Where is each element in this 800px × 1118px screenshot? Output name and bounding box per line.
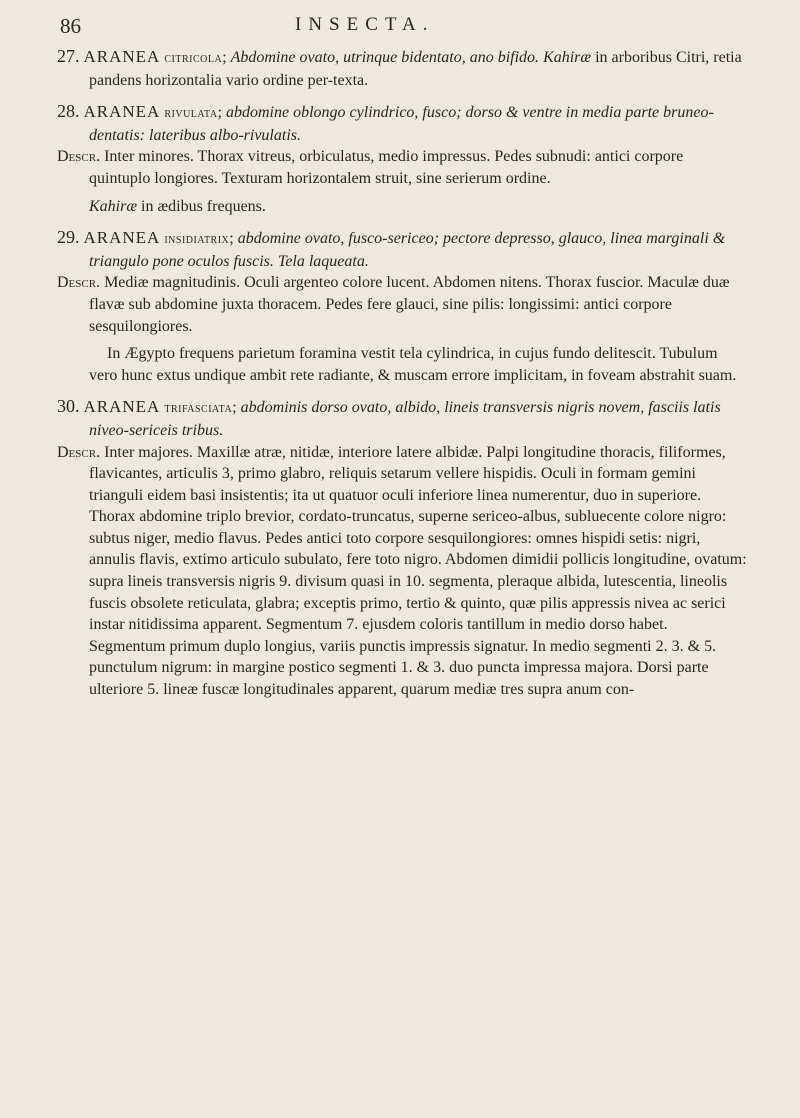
entry-heading: 30. ARANEA trifasciata; abdominis dorso ovato, albido, lineis transversis nigris novem, fasciis latis niveo-sericeis tribus.	[57, 396, 721, 439]
diagnosis: Abdomine ovato, utrinque bidentato, ano bifido.	[230, 49, 540, 66]
diagnosis: abdomine ovato, fusco-sericeo; pectore depresso, glauco, linea marginali & triangulo pone oculos fuscis. Tela laqueata.	[89, 230, 726, 270]
species-entry-27	[57, 46, 747, 91]
description-label: Descr.	[57, 443, 101, 461]
location-text: in ædibus frequens.	[141, 197, 266, 215]
entry-heading: 28. ARANEA rivulata; abdomine oblongo cylindrico, fusco; dorso & ventre in media parte bruneo-dentatis: lateribus albo-rivulatis.	[57, 101, 714, 144]
trivial-name: rivulata	[164, 106, 218, 122]
location-text: in arboribus Citri, retia pandens horizontalia vario ordine per-texta.	[89, 49, 742, 89]
page-number: 86	[60, 14, 81, 38]
genus-name: ARANEA	[83, 47, 161, 66]
description-label: Descr.	[57, 274, 101, 292]
description-text: Inter minores. Thorax vitreus, orbiculatus, medio impressus. Pedes subnudi: antici corpore quintuplo longiores. Texturam horizontalem struit, sine serierum ordine.	[89, 148, 684, 187]
trivial-name: citricola	[164, 51, 223, 66]
trivial-name: insidiatrix	[164, 232, 230, 248]
entry-number: 30.	[57, 396, 80, 417]
genus-name: ARANEA	[83, 228, 161, 248]
genus-name: ARANEA	[83, 102, 161, 122]
location-name: Kahiræ	[89, 197, 138, 215]
species-entry-28	[57, 101, 747, 217]
description-label: Descr.	[57, 148, 101, 166]
trivial-name: trifasciata	[164, 401, 233, 417]
description	[57, 442, 747, 701]
body-text	[57, 46, 747, 701]
running-title: INSECTA.	[295, 14, 435, 35]
locality	[89, 196, 747, 218]
diagnosis: abdominis dorso ovato, albido, lineis transversis nigris novem, fasciis latis niveo-sericeis tribus.	[89, 399, 721, 439]
entry-heading: 27. ARANEA citricola; Abdomine ovato, utrinque bidentato, ano bifido. Kahiræ in arboribus Citri, retia pandens horizontalia vario ordine per-texta.	[57, 46, 742, 89]
description-text: Inter majores. Maxillæ atræ, nitidæ, interiore latere albidæ. Palpi longitudine thoracis, filiformes, flavicantes, articulis 3, primo glabro, reliquis setarum vellere hispidis. Oculi in formam gemini trianguli eidem basi insistentis; ita ut quatuor oculi inferiore linea numerentur, duo in superiore. Thorax abdomine triplo brevior, cordato-truncatus, superne sericeo-albus, subluecente colore nigro: subtus niger, medio flavus. Pedes antici toto corpore sesquilongiores: omnes hispidi setis: nigri, annulis flavis, extimo articulo subulato, fere toto nigro. Abdomen dimidii pollicis longitudine, ovatum: supra lineis transversis nigris 9. divisum quasi in 10. segmenta, pleraque albida, lutescentia, lineolis fuscis obsolete reticulata, glabra; exceptis primo, tertio & quinto, quæ pilis appressis nivea ac serici instar nitidissima apparent. Segmentum 7. ejusdem coloris tantillum in medio dorso habet. Segmentum primum duplo longius, variis punctis impressis signatur. In medio segmenti 2. 3. & 5. punctulum nigrum: in margine postico segmenti 1. & 3. duo puncta impressa majora. Dorsi parte ulteriore 5. lineæ fuscæ longitudinales apparent, quarum mediæ tres supra anum con-	[89, 443, 747, 699]
description-text: Mediæ magnitudinis. Oculi argenteo colore lucent. Abdomen nitens. Thorax fuscior. Maculæ duæ flavæ sub abdomine juxta thoracem. Pedes fere glauci, sine pilis: longissimi: antici corpore sesquilongiores.	[89, 274, 730, 335]
description	[57, 272, 747, 337]
entry-heading: 29. ARANEA insidiatrix; abdomine ovato, fusco-sericeo; pectore depresso, glauco, linea marginali & triangulo pone oculos fuscis. Tela laqueata.	[57, 227, 726, 270]
entry-number: 28.	[57, 101, 80, 122]
species-entry-30	[57, 396, 747, 700]
running-head	[60, 14, 740, 44]
additional-remarks: In Ægypto frequens parietum foramina vestit tela cylindrica, in cujus fundo delitescit. Tubulum vero hunc extus undique ambit rete radiante, & muscam errore implicitam, in foveam abstrahit suam.	[89, 345, 737, 384]
diagnosis: abdomine oblongo cylindrico, fusco; dorso & ventre in media parte bruneo-dentatis: lateribus albo-rivulatis.	[89, 104, 714, 144]
genus-name: ARANEA	[83, 397, 161, 417]
description	[57, 146, 747, 189]
species-entry-29	[57, 227, 747, 386]
entry-number: 29.	[57, 227, 80, 248]
entry-number: 27.	[57, 46, 80, 66]
location-name: Kahiræ	[543, 49, 592, 66]
